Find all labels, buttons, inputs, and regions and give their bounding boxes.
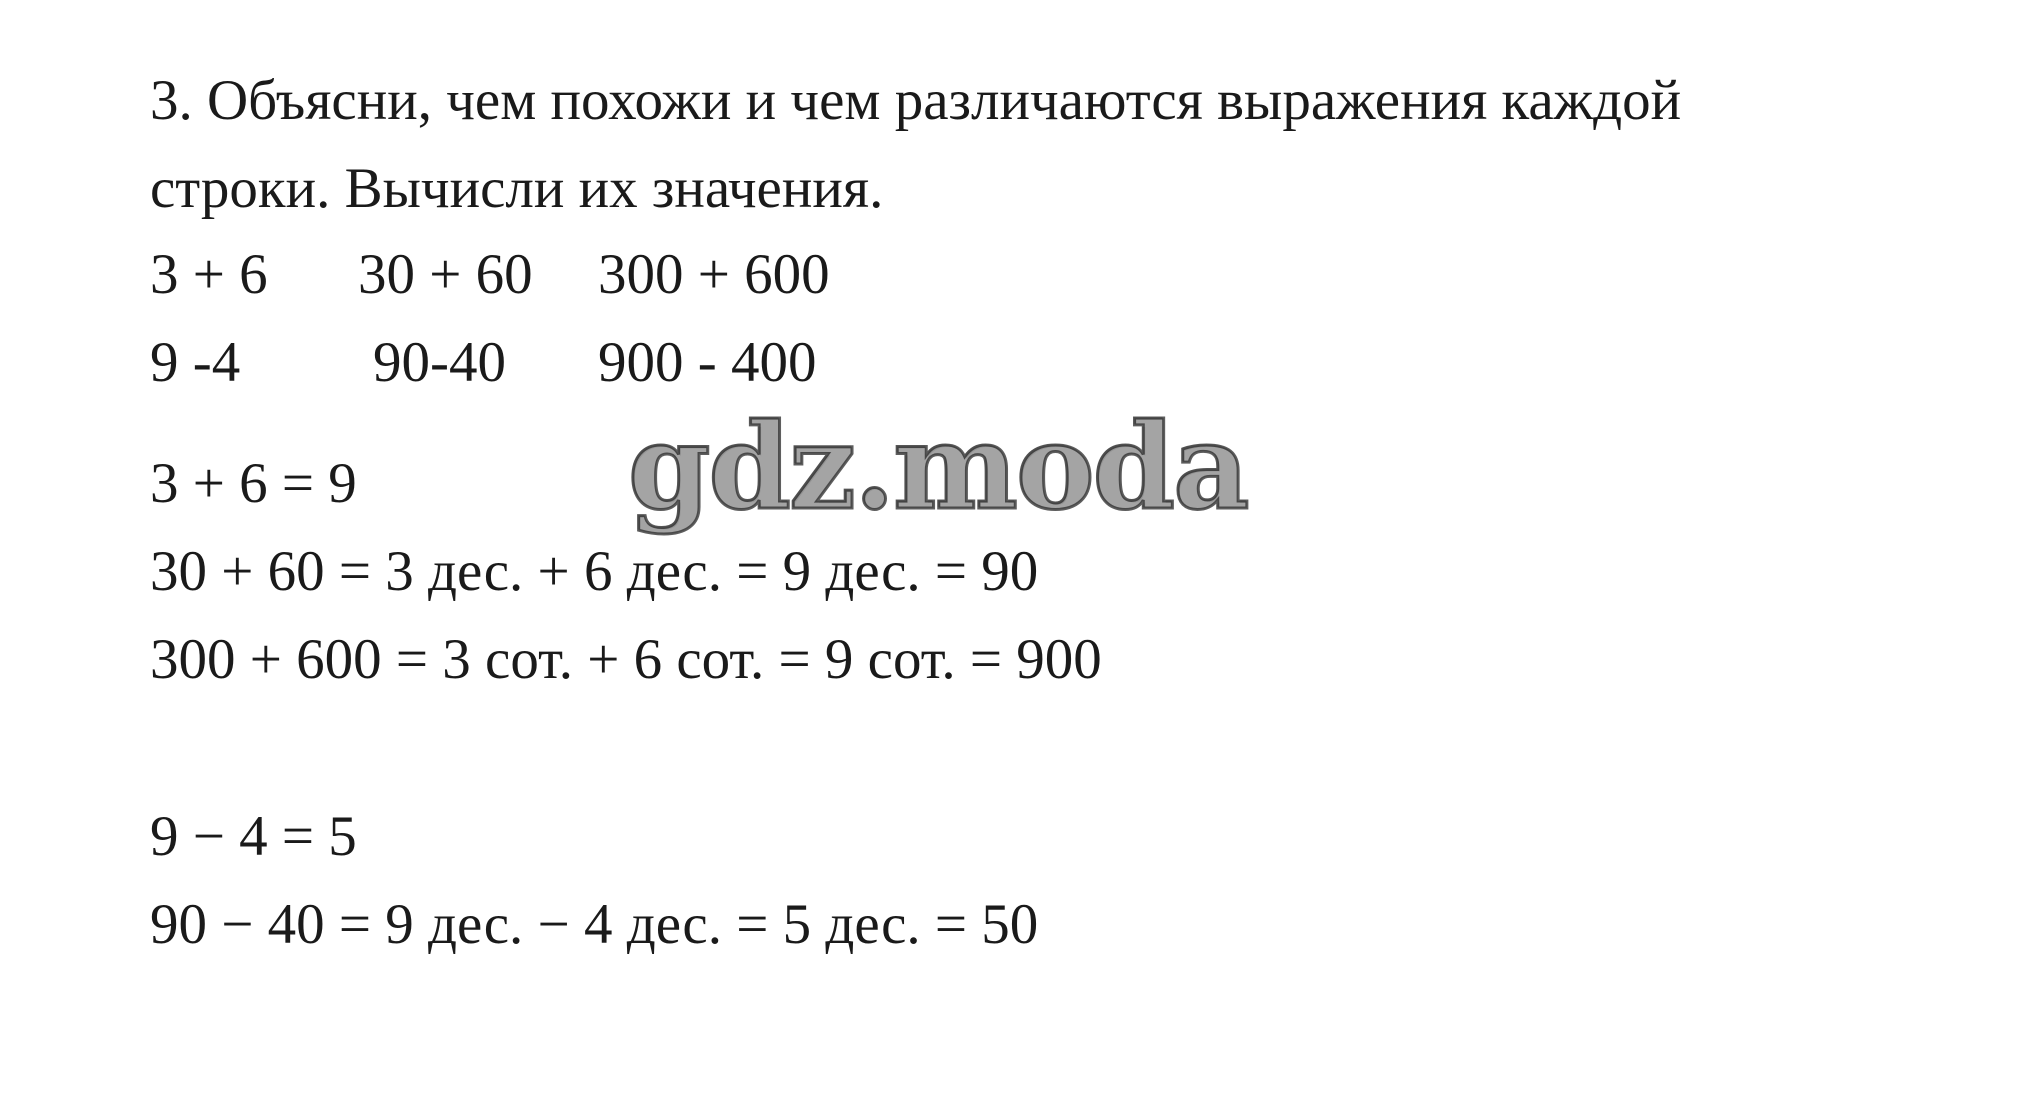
expression: 300 + 600 bbox=[598, 243, 830, 306]
expression: 90-40 bbox=[373, 331, 506, 394]
expression: 3 + 6 bbox=[150, 243, 268, 306]
watermark-logo: gdz.moda bbox=[628, 397, 1248, 536]
solution-line: 3 + 6 = 9 bbox=[150, 452, 357, 515]
expression: 9 -4 bbox=[150, 331, 241, 394]
task-text-line-1: 3. Объясни, чем похожи и чем различаются выражения каждой bbox=[150, 69, 1682, 132]
expression: 30 + 60 bbox=[358, 243, 533, 306]
solution-line: 9 − 4 = 5 bbox=[150, 805, 357, 868]
solution-line: 300 + 600 = 3 сот. + 6 сот. = 9 сот. = 900 bbox=[150, 628, 1102, 691]
task-text-line-2: строки. Вычисли их значения. bbox=[150, 157, 884, 220]
solution-line: 30 + 60 = 3 дес. + 6 дес. = 9 дес. = 90 bbox=[150, 540, 1039, 603]
expression: 900 - 400 bbox=[598, 331, 817, 394]
solution-line: 90 − 40 = 9 дес. − 4 дес. = 5 дес. = 50 bbox=[150, 893, 1039, 956]
